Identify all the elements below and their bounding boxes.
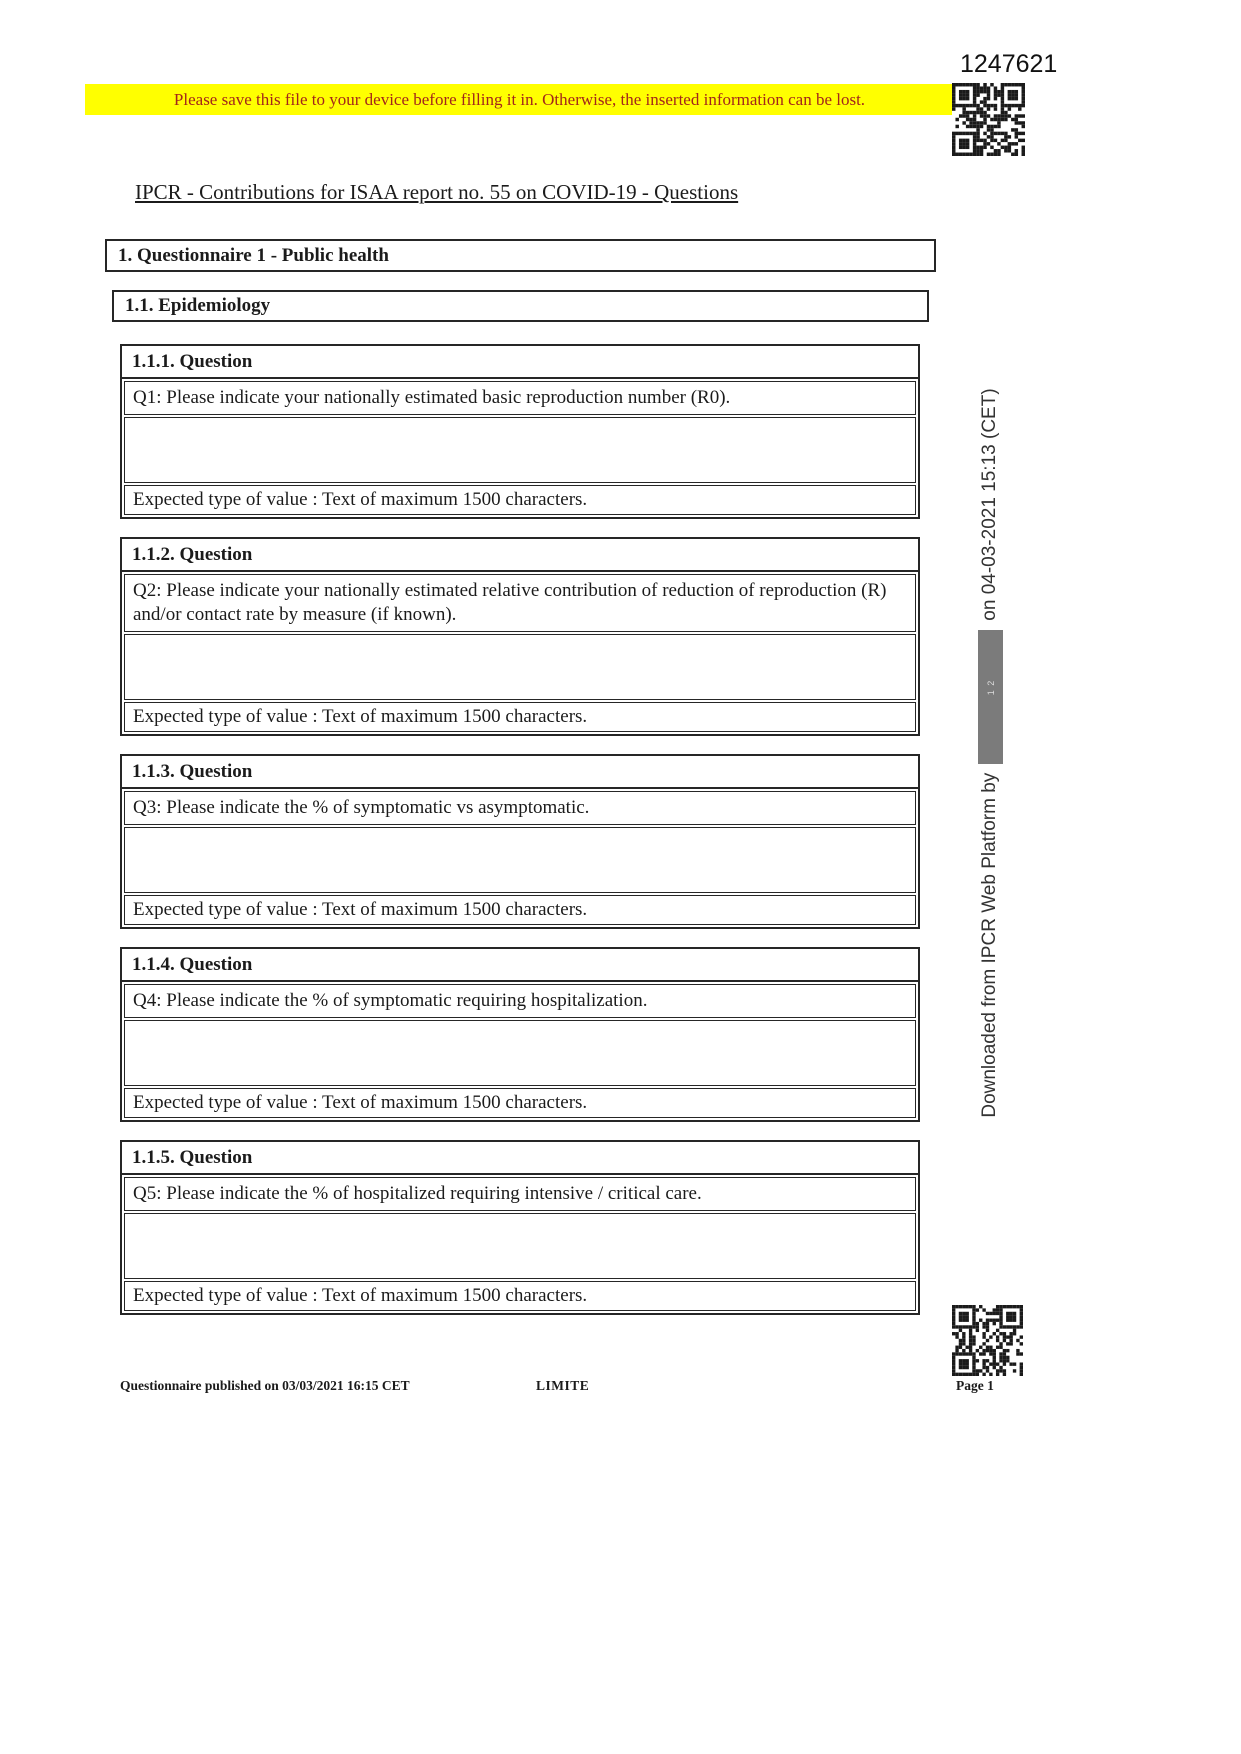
page-footer: [0, 1378, 1241, 1402]
section-heading-epidemiology: [112, 290, 929, 322]
footer-published-date: Questionnaire published on 03/03/2021 16:15 CET: [120, 1378, 410, 1393]
answer-input-q1[interactable]: [124, 417, 916, 483]
watermark-suffix: on 04-03-2021 15:13 (CET): [979, 388, 1000, 621]
question-number-heading: 1.1.2. Question: [122, 539, 918, 572]
answer-input-q5[interactable]: [124, 1213, 916, 1279]
question-body: [122, 982, 918, 1120]
question-text: Q5: Please indicate the % of hospitalized requiring intensive / critical care.: [124, 1177, 916, 1211]
save-warning-banner: [85, 84, 954, 115]
footer-page-number: Page 1: [956, 1378, 994, 1393]
watermark-prefix: Downloaded from IPCR Web Platform by: [979, 772, 1000, 1118]
question-number-heading: 1.1.4. Question: [122, 949, 918, 982]
qr-code-icon: [952, 83, 1025, 156]
subsection-heading-label: 1.1. Epidemiology: [125, 295, 271, 316]
section-heading-questionnaire: [105, 239, 936, 272]
question-text: Q2: Please indicate your nationally estimated relative contribution of reduction of reproduction (R) and/or contact rate by measure (if known).: [124, 574, 916, 632]
answer-input-q4[interactable]: [124, 1020, 916, 1086]
question-block: [120, 344, 920, 519]
expected-value-note: Expected type of value : Text of maximum 1500 characters.: [124, 1088, 916, 1118]
expected-value-note: Expected type of value : Text of maximum 1500 characters.: [124, 895, 916, 925]
save-warning-text: Please save this file to your device before filling it in. Otherwise, the inserted information can be lost.: [173, 89, 866, 109]
expected-value-note: Expected type of value : Text of maximum 1500 characters.: [124, 485, 916, 515]
question-number-heading: 1.1.1. Question: [122, 346, 918, 379]
questions-list: [120, 344, 920, 1333]
question-block: [120, 537, 920, 736]
question-body: [122, 379, 918, 517]
question-body: [122, 1175, 918, 1313]
question-text: Q3: Please indicate the % of symptomatic vs asymptomatic.: [124, 791, 916, 825]
question-body: [122, 789, 918, 927]
answer-input-q2[interactable]: [124, 634, 916, 700]
expected-value-note: Expected type of value : Text of maximum 1500 characters.: [124, 702, 916, 732]
footer-classification: LIMITE: [536, 1378, 590, 1393]
question-text: Q1: Please indicate your nationally estimated basic reproduction number (R0).: [124, 381, 916, 415]
qr-code-icon: [952, 1305, 1023, 1376]
question-block: [120, 1140, 920, 1315]
redaction-label: 1 2: [985, 679, 996, 696]
document-number: 1247621: [960, 50, 1058, 78]
download-watermark-vertical-text: [977, 388, 1003, 1118]
section-heading-label: 1. Questionnaire 1 - Public health: [118, 244, 389, 266]
question-text: Q4: Please indicate the % of symptomatic requiring hospitalization.: [124, 984, 916, 1018]
question-number-heading: 1.1.5. Question: [122, 1142, 918, 1175]
expected-value-note: Expected type of value : Text of maximum 1500 characters.: [124, 1281, 916, 1311]
redaction-bar: [978, 630, 1003, 764]
question-body: [122, 572, 918, 734]
page-title: IPCR - Contributions for ISAA report no. 55 on COVID-19 - Questions: [135, 180, 739, 204]
question-block: [120, 754, 920, 929]
question-number-heading: 1.1.3. Question: [122, 756, 918, 789]
question-block: [120, 947, 920, 1122]
answer-input-q3[interactable]: [124, 827, 916, 893]
